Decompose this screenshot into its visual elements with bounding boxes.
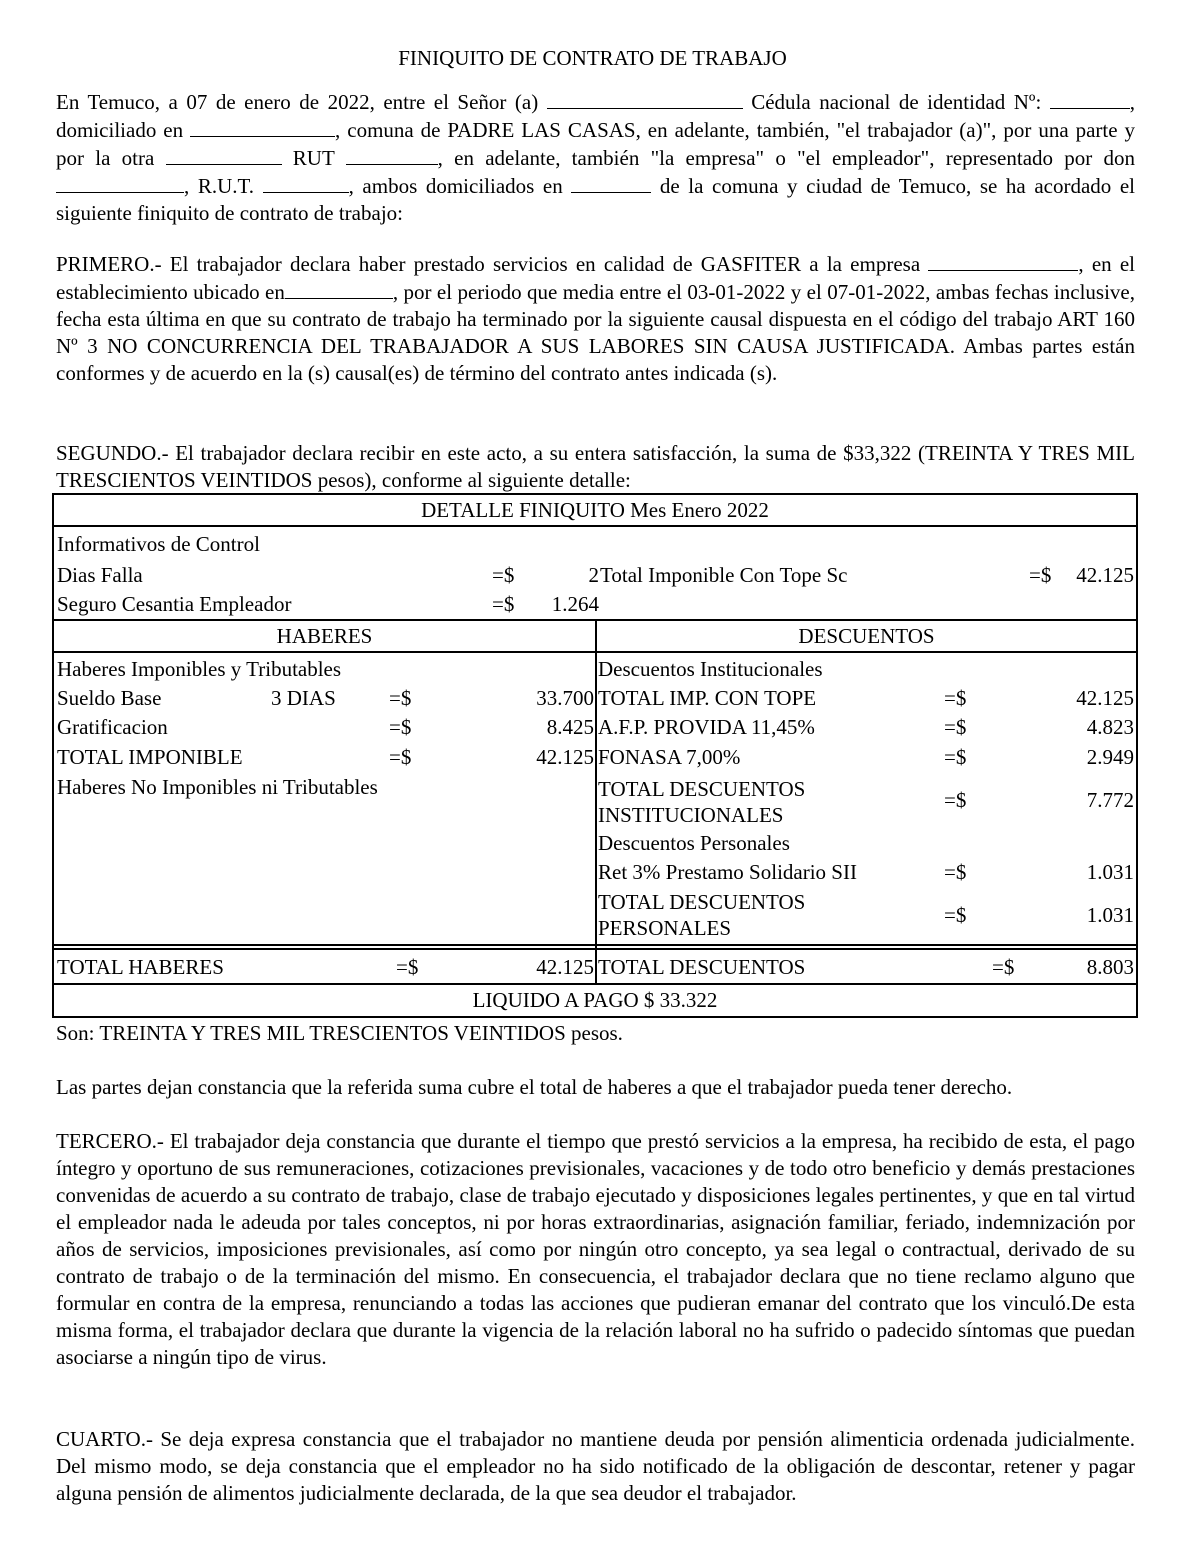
- descuento-value: 4.823: [1086, 715, 1134, 739]
- descuento-label: TOTAL IMP. CON TOPE: [598, 686, 817, 710]
- domicile-blank: [571, 172, 651, 193]
- intro-text-6: , en adelante, también "la empresa" o "el empleador", representado por don: [437, 146, 1136, 170]
- dias-falla-eq: =$: [492, 563, 515, 587]
- descuento-eq: =$: [944, 745, 967, 769]
- total-imponible-tope-value: 42.125: [1076, 563, 1134, 587]
- son-line: Son: TREINTA Y TRES MIL TRESCIENTOS VEINTIDOS pesos.: [56, 1021, 623, 1045]
- intro-text-3: , domiciliado en: [56, 90, 1136, 142]
- primero-text-2: , en el establecimiento ubicado en: [56, 252, 1136, 304]
- total-descuentos-label: TOTAL DESCUENTOS: [598, 955, 806, 979]
- descuento-value: 42.125: [1076, 686, 1134, 710]
- representative-blank: [56, 172, 184, 193]
- representative-rut-blank: [263, 172, 349, 193]
- ret-prestamo-label: Ret 3% Prestamo Solidario SII: [598, 860, 857, 884]
- ret-prestamo-eq: =$: [944, 860, 967, 884]
- document-title: FINIQUITO DE CONTRATO DE TRABAJO: [398, 46, 787, 70]
- total-descuentos-personales-eq: =$: [944, 903, 967, 927]
- partes-paragraph: Las partes dejan constancia que la referida suma cubre el total de haberes a que el trabajador pueda tener derecho.: [56, 1075, 1013, 1099]
- haber-label: Sueldo Base: [57, 686, 162, 710]
- descuentos-personales-title: Descuentos Personales: [598, 831, 790, 855]
- intro-text-1: En Temuco, a 07 de enero de 2022, entre el Señor (a): [56, 90, 539, 114]
- total-imponible-tope-eq: =$: [1029, 563, 1052, 587]
- haberes-header: HABERES: [276, 624, 373, 648]
- intro-text-5: RUT: [292, 146, 335, 170]
- primero-text-1: PRIMERO.- El trabajador declara haber prestado servicios en calidad de GASFITER a la empresa: [56, 252, 921, 276]
- descuento-label: FONASA 7,00%: [598, 745, 741, 769]
- table-header: DETALLE FINIQUITO Mes Enero 2022: [421, 498, 769, 522]
- haber-eq: =$: [389, 715, 412, 739]
- total-descuentos-personales-value: 1.031: [1086, 903, 1134, 927]
- worker-name-blank: [547, 88, 743, 109]
- worker-id-blank: [1050, 88, 1130, 109]
- segundo-paragraph: SEGUNDO.- El trabajador declara recibir en este acto, a su entera satisfacción, la suma de $33,322 (TREINTA Y TRES MIL TRESCIENTOS VEINTIDOS pesos), conforme al siguiente detalle:: [56, 441, 1135, 492]
- haber-eq: =$: [389, 745, 412, 769]
- ret-prestamo-value: 1.031: [1086, 860, 1134, 884]
- seguro-cesantia-eq: =$: [492, 592, 515, 616]
- intro-text-7: , R.U.T.: [184, 174, 255, 198]
- intro-text-2: Cédula nacional de identidad Nº:: [751, 90, 1042, 114]
- tercero-paragraph: TERCERO.- El trabajador deja constancia que durante el tiempo que prestó servicios a la empresa, ha recibido de esta, el pago íntegro y oportuno de sus remuneraciones, cotizaciones previsionales, vacaciones y de todo otro beneficio y demás prestaciones convenidas de acuerdo a su contrato de trabajo, clase de trabajo ejecutado y disposiciones legales pertinentes, y que en tal virtud el empleador nada le adeuda por tales conceptos, ni por horas extraordinarias, asignación familiar, feriado, indemnización por años de servicios, imposiciones previsionales, así como por ningún otro concepto, ya sea legal o contractual, derivado de su contrato de trabajo o de la terminación del mismo. En consecuencia, el trabajador declara que no tiene reclamo alguno que formular en contra de la empresa, renunciando a todas las acciones que pudieran emanar del contrato que los vinculó.De esta misma forma, el trabajador declara que durante la vigencia de la relación laboral no ha sufrido o padecido síntomas que puedan asociarse a ningún tipo de virus.: [56, 1129, 1135, 1369]
- total-descuentos-personales-label: TOTAL DESCUENTOS PERSONALES: [598, 890, 806, 940]
- seguro-cesantia-value: 1.264: [551, 592, 599, 616]
- total-haberes-value: 42.125: [536, 955, 594, 979]
- haber-value: 42.125: [536, 745, 594, 769]
- dias-falla-label: Dias Falla: [57, 563, 143, 587]
- table-divider: [54, 525, 1136, 527]
- descuento-label: A.F.P. PROVIDA 11,45%: [598, 715, 815, 739]
- intro-text-9: de la comuna y ciudad de Temuco, se ha acordado el siguiente finiquito de contrato de trabajo:: [56, 174, 1136, 225]
- haber-value: 8.425: [546, 715, 594, 739]
- haberes-no-imponibles-title: Haberes No Imponibles ni Tributables: [57, 775, 378, 799]
- total-descuentos-institucionales-value: 7.772: [1086, 788, 1134, 812]
- primero-text-3: , por el periodo que media entre el 03-01-2022 y el 07-01-2022, ambas fechas inclusive, fecha esta última en que su contrato de trabajo ha terminado por la siguiente causal dispuesta en el código del trabajo ART 160 Nº 3 NO CONCURRENCIA DEL TRABAJADOR A SUS LABORES SIN CAUSA JUSTIFICADA. Ambas partes están conformes y de acuerdo en la (s) causal(es) de término del contrato antes indicada (s).: [56, 280, 1135, 385]
- company-blank: [928, 250, 1078, 271]
- descuento-eq: =$: [944, 715, 967, 739]
- haberes-imponibles-title: Haberes Imponibles y Tributables: [57, 657, 342, 681]
- total-haberes-label: TOTAL HABERES: [57, 955, 224, 979]
- dias-falla-value: 2: [588, 563, 599, 587]
- cuarto-paragraph: CUARTO.- Se deja expresa constancia que el trabajador no mantiene deuda por pensión alimenticia ordenada judicialmente. Del mismo modo, se deja constancia que el empleador no ha sido notificado de la obligación de descontar, retener y pagar alguna pensión de alimentos judicialmente declarada, de la que sea deudor el trabajador.: [56, 1427, 1135, 1505]
- intro-text-4: , comuna de PADRE LAS CASAS, en adelante, también, "el trabajador (a)", por una parte y por la otra: [56, 118, 1136, 170]
- total-descuentos-value: 8.803: [1086, 955, 1134, 979]
- total-imponible-tope-label: Total Imponible Con Tope Sc: [600, 563, 848, 587]
- company-name-blank: [166, 144, 282, 165]
- total-haberes-eq: =$: [396, 955, 419, 979]
- worker-address-blank: [190, 116, 335, 137]
- primero-paragraph: [56, 250, 1135, 387]
- total-descuentos-institucionales-label: TOTAL DESCUENTOS INSTITUCIONALES: [598, 777, 806, 827]
- total-descuentos-institucionales-eq: =$: [944, 788, 967, 812]
- haber-eq: =$: [389, 686, 412, 710]
- haber-label: TOTAL IMPONIBLE: [57, 745, 243, 769]
- company-rut-blank: [346, 144, 438, 165]
- haber-extra: 3 DIAS: [271, 686, 336, 710]
- total-descuentos-eq: =$: [992, 955, 1015, 979]
- seguro-cesantia-label: Seguro Cesantia Empleador: [57, 592, 292, 616]
- table-divider: [54, 983, 1136, 985]
- descuento-eq: =$: [944, 686, 967, 710]
- finiquito-detail-table: [52, 493, 1138, 1018]
- establishment-blank: [285, 278, 393, 299]
- control-title: Informativos de Control: [57, 532, 260, 556]
- intro-text-8: , ambos domiciliados en: [348, 174, 563, 198]
- descuentos-header: DESCUENTOS: [798, 624, 935, 648]
- descuento-value: 2.949: [1086, 745, 1134, 769]
- haber-value: 33.700: [536, 686, 594, 710]
- intro-paragraph: [56, 88, 1135, 227]
- descuentos-institucionales-title: Descuentos Institucionales: [598, 657, 823, 681]
- haber-label: Gratificacion: [57, 715, 168, 739]
- column-divider: [595, 619, 597, 983]
- liquido-a-pago: LIQUIDO A PAGO $ 33.322: [472, 988, 718, 1012]
